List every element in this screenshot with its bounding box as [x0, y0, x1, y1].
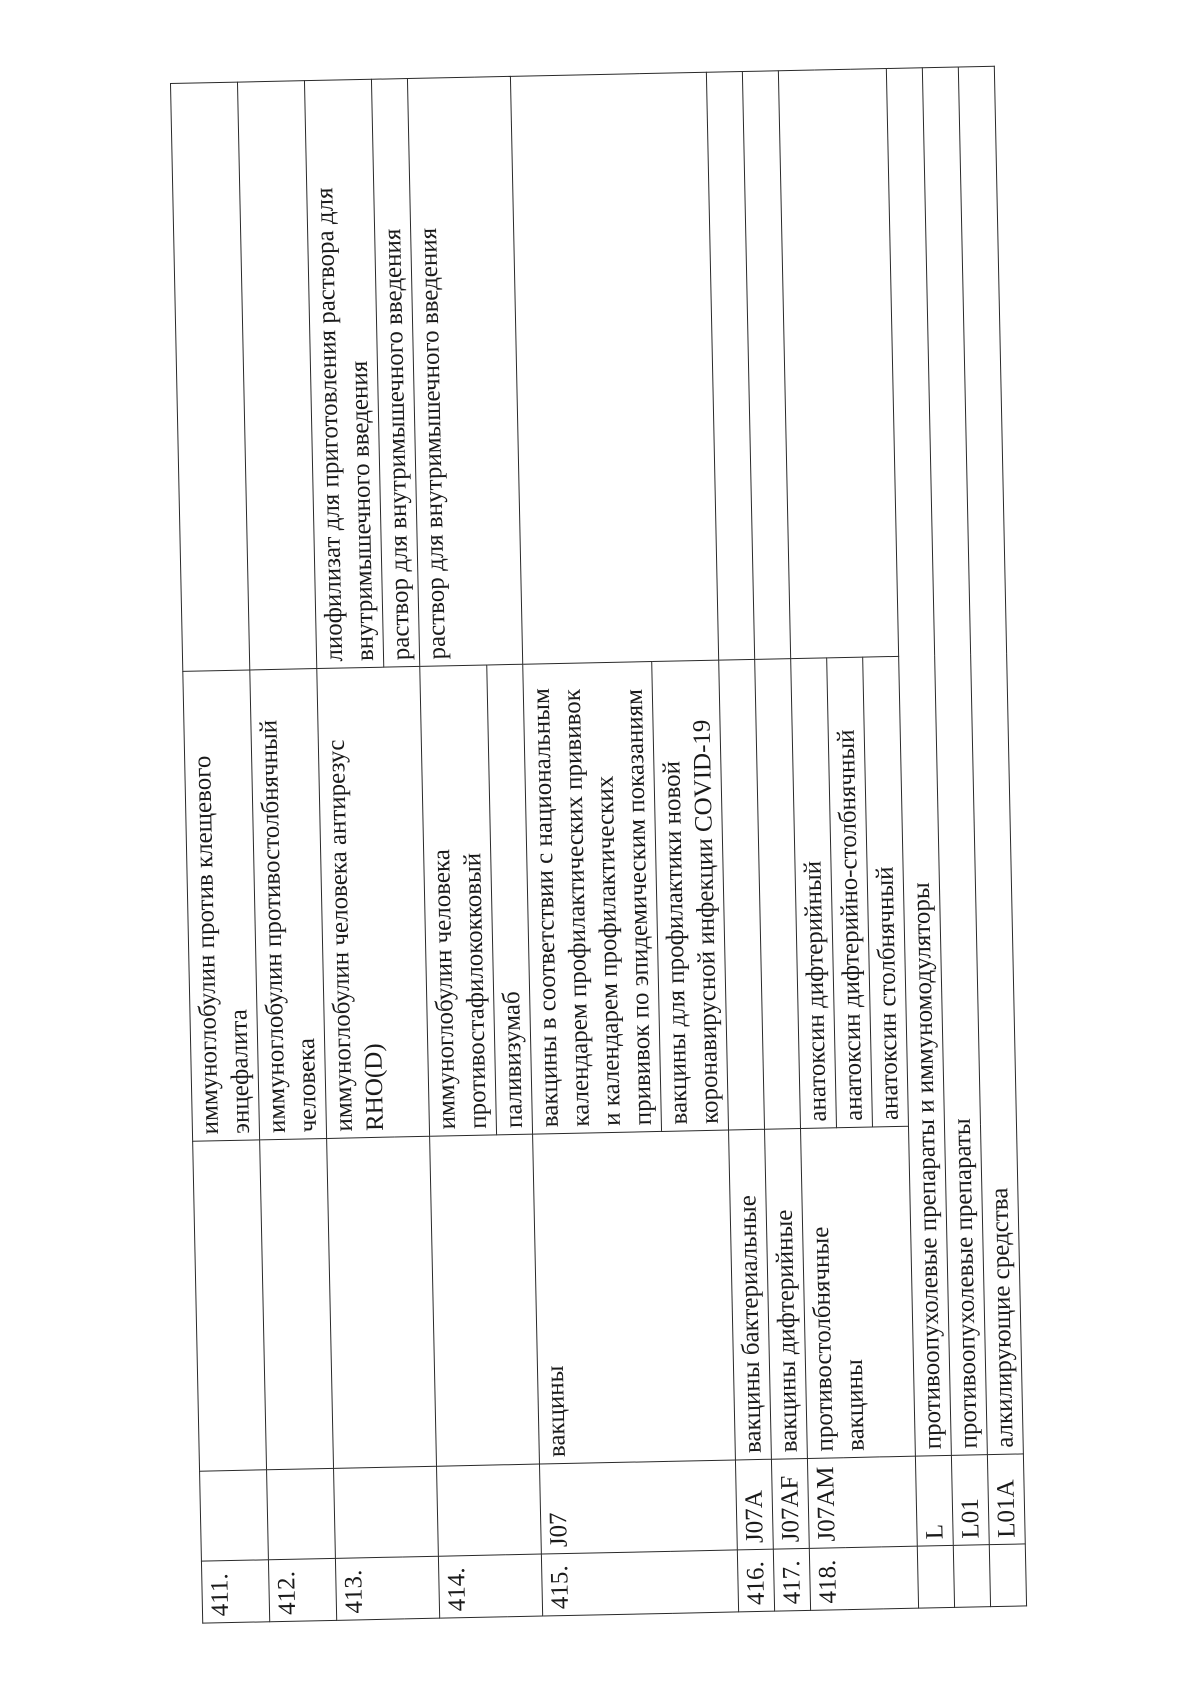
- atc-code: [200, 1470, 269, 1561]
- group-name: [260, 1138, 334, 1469]
- atc-code: J07A: [735, 1459, 773, 1550]
- dosage-form: раствор для внутримышечного введения: [371, 79, 419, 668]
- row-number: 415.: [541, 1550, 738, 1616]
- dosage-form: [237, 81, 316, 670]
- atc-code: L: [915, 1455, 953, 1546]
- row-number: [917, 1545, 954, 1608]
- drug-name: иммуноглобулин человека противостафилококковый: [420, 665, 497, 1136]
- drug-name: анатоксин столбнячный: [863, 656, 909, 1127]
- rotated-table-container: [170, 64, 1134, 1623]
- group-name: [327, 1136, 437, 1468]
- drug-name: анатоксин дифтерийный: [791, 658, 837, 1129]
- group-name: вакцины бактериальные: [729, 1129, 772, 1460]
- drug-name: анатоксин дифтерийно-столбнячный: [827, 657, 873, 1128]
- group-name: противоопухолевые препараты и иммуномодуляторы: [886, 68, 951, 1456]
- drug-name: иммуноглобулин против клещевого энцефалита: [183, 670, 260, 1141]
- group-name: вакцины: [533, 1130, 736, 1464]
- row-number: 416.: [737, 1549, 774, 1612]
- group-name: [430, 1134, 540, 1466]
- dosage-form: раствор для внутримышечного введения: [407, 76, 522, 666]
- row-number: [989, 1544, 1026, 1607]
- atc-code: [437, 1464, 542, 1556]
- atc-code: L01: [951, 1455, 989, 1546]
- row-number: 418.: [809, 1546, 918, 1610]
- drug-name: вакцины для профилактики новой коронавирусной инфекции COVID-19: [652, 660, 729, 1131]
- dosage-form: лиофилизат для приготовления раствора для внутримышечного введения: [304, 79, 383, 668]
- drug-name: иммуноглобулин противостолбнячный человека: [250, 669, 327, 1140]
- drug-name: паливизумаб: [487, 664, 533, 1135]
- dosage-form: [510, 72, 718, 664]
- drug-name: иммуноглобулин человека антирезус RHO(D): [317, 666, 430, 1138]
- document-page: [170, 64, 1134, 1623]
- drug-name: вакцины в соответствии с национальным календарем профилактических прививок и календарем профилактических прививок по эпидемическим показаниям: [523, 662, 662, 1135]
- group-name: алкилирующие средства: [958, 66, 1023, 1454]
- row-number: 412.: [268, 1558, 336, 1621]
- medication-table: [170, 66, 1027, 1624]
- group-name: вакцины дифтерийные: [765, 1129, 808, 1460]
- group-name: [193, 1140, 267, 1471]
- row-number: [953, 1545, 990, 1608]
- row-number: 414.: [438, 1554, 542, 1618]
- group-name: противостолбнячные вакцины: [801, 1126, 916, 1458]
- atc-code: J07AM: [807, 1456, 917, 1548]
- atc-code: [267, 1468, 336, 1559]
- row-number: 411.: [201, 1560, 269, 1623]
- dosage-form: [778, 68, 898, 658]
- dosage-form: [170, 82, 249, 671]
- row-number: 417.: [773, 1548, 810, 1611]
- atc-code: J07AF: [771, 1458, 809, 1549]
- atc-code: [334, 1466, 439, 1558]
- group-name: противоопухолевые препараты: [922, 67, 987, 1455]
- row-number: 413.: [335, 1556, 439, 1620]
- atc-code: L01A: [987, 1454, 1025, 1545]
- atc-code: J07: [539, 1460, 737, 1554]
